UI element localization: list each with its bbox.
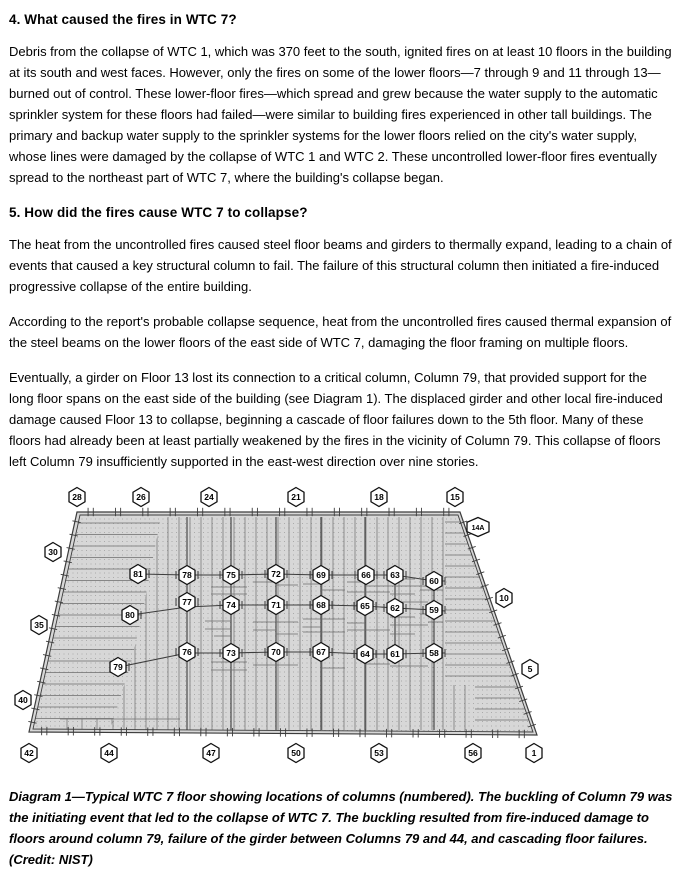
svg-text:70: 70: [271, 647, 281, 658]
column-badge-15: [447, 488, 463, 507]
column-badge-44: [101, 744, 117, 763]
svg-text:56: 56: [468, 748, 478, 759]
column-badge-62: [387, 599, 403, 618]
diagram-caption: Diagram 1—Typical WTC 7 floor showing locations of columns (numbered). The buckling of Column 79 was the initiating event that led to the collapse of WTC 7. The buckling resulted from fire-induced damage to floors around column 79, failure of the girder between Columns 79 and 44, and cascading floor failures. (Credit: NIST): [9, 789, 673, 867]
svg-text:59: 59: [429, 605, 439, 616]
column-badge-79: [110, 658, 126, 677]
svg-text:26: 26: [136, 492, 146, 503]
svg-text:44: 44: [104, 748, 114, 759]
column-badge-78: [179, 566, 195, 585]
svg-text:15: 15: [450, 492, 460, 503]
column-badge-65: [357, 597, 373, 616]
column-badge-53: [371, 744, 387, 763]
column-badge-30: [45, 543, 61, 562]
column-badge-58: [426, 644, 442, 663]
column-badge-60: [426, 572, 442, 591]
floor-plan-diagram: [9, 486, 569, 766]
answer-5-paragraph-1: The heat from the uncontrolled fires caused steel floor beams and girders to thermally expand, leading to a chain of events that caused a key structural column to fail. The failure of this structural column then initiated a fire-induced progressive collapse of the entire building.: [9, 237, 672, 294]
svg-text:73: 73: [226, 648, 236, 659]
answer-4-paragraph: Debris from the collapse of WTC 1, which was 370 feet to the south, ignited fires on at least 10 floors in the building at its south and west faces. However, only the fires on some of the lower floors—7 through 9 and 11 through 13—burned out of control. These lower-floor fires—which spread and grew because the water supply to the automatic sprinkler system for these floors had failed—were similar to building fires experienced in other tall buildings. The primary and backup water supply to the sprinkler systems for the lower floors relied on the city's water supply, whose lines were damaged by the collapse of WTC 1 and WTC 2. These uncontrolled lower-floor fires eventually spread to the northeast part of WTC 7, where the building's collapse began.: [9, 44, 672, 185]
column-badge-59: [426, 601, 442, 620]
column-badge-47: [203, 744, 219, 763]
column-badge-67: [313, 643, 329, 662]
answer-5-paragraph-2: According to the report's probable collapse sequence, heat from the uncontrolled fires caused thermal expansion of the steel beams on the lower floors of the east side of WTC 7, damaging the floor framing on multiple floors.: [9, 314, 672, 350]
svg-text:76: 76: [182, 647, 192, 658]
column-badge-42: [21, 744, 37, 763]
svg-text:1: 1: [531, 748, 537, 759]
svg-text:30: 30: [48, 547, 58, 558]
column-badge-72: [268, 565, 284, 584]
svg-text:5: 5: [527, 664, 533, 675]
svg-text:61: 61: [390, 649, 400, 660]
svg-text:40: 40: [18, 695, 28, 706]
column-badge-14A: [467, 518, 489, 537]
column-badge-26: [133, 488, 149, 507]
column-badge-28: [69, 488, 85, 507]
svg-text:47: 47: [206, 748, 216, 759]
question-5-heading: 5. How did the fires cause WTC 7 to collapse?: [9, 205, 308, 220]
svg-text:72: 72: [271, 569, 281, 580]
svg-text:18: 18: [374, 492, 384, 503]
svg-text:42: 42: [24, 748, 34, 759]
svg-text:50: 50: [291, 748, 301, 759]
column-badge-5: [522, 660, 538, 679]
column-badge-68: [313, 596, 329, 615]
column-badge-50: [288, 744, 304, 763]
column-badge-66: [358, 566, 374, 585]
column-badge-81: [130, 565, 146, 584]
svg-text:69: 69: [316, 570, 326, 581]
svg-text:24: 24: [204, 492, 214, 503]
column-badge-76: [179, 643, 195, 662]
column-badge-56: [465, 744, 481, 763]
svg-text:65: 65: [360, 601, 370, 612]
column-badge-70: [268, 643, 284, 662]
column-badge-64: [357, 645, 373, 664]
svg-text:67: 67: [316, 647, 326, 658]
svg-text:78: 78: [182, 570, 192, 581]
column-badge-71: [268, 596, 284, 615]
svg-text:63: 63: [390, 570, 400, 581]
column-badge-18: [371, 488, 387, 507]
svg-text:58: 58: [429, 648, 439, 659]
svg-text:75: 75: [226, 570, 236, 581]
svg-text:68: 68: [316, 600, 326, 611]
svg-text:35: 35: [34, 620, 44, 631]
svg-text:64: 64: [360, 649, 370, 660]
svg-text:28: 28: [72, 492, 82, 503]
column-badge-61: [387, 645, 403, 664]
column-badge-80: [122, 606, 138, 625]
question-4-heading: 4. What caused the fires in WTC 7?: [9, 12, 237, 27]
diagram-figure: [9, 486, 673, 766]
column-badge-21: [288, 488, 304, 507]
svg-text:53: 53: [374, 748, 384, 759]
column-badge-10: [496, 589, 512, 608]
svg-text:60: 60: [429, 576, 439, 587]
column-badge-40: [15, 691, 31, 710]
svg-text:80: 80: [125, 610, 135, 621]
column-badge-24: [201, 488, 217, 507]
column-badge-74: [223, 596, 239, 615]
svg-text:62: 62: [390, 603, 400, 614]
column-badge-73: [223, 644, 239, 663]
column-badge-35: [31, 616, 47, 635]
column-badge-77: [179, 593, 195, 612]
svg-text:21: 21: [291, 492, 301, 503]
svg-text:71: 71: [271, 600, 281, 611]
svg-text:79: 79: [113, 662, 123, 673]
column-badge-63: [387, 566, 403, 585]
svg-text:77: 77: [182, 597, 192, 608]
column-badge-75: [223, 566, 239, 585]
svg-text:81: 81: [133, 569, 143, 580]
answer-5-paragraph-3: Eventually, a girder on Floor 13 lost its connection to a critical column, Column 79, that provided support for the long floor spans on the east side of the building (see Diagram 1). The displaced girder and other local fire-induced damage caused Floor 13 to collapse, beginning a cascade of floor failures down to the 5th floor. Many of these floors had already been at least partially weakened by the fires in the vicinity of Column 79. This collapse of floors left Column 79 insufficiently supported in the east-west direction over nine stories.: [9, 370, 663, 469]
column-badge-69: [313, 566, 329, 585]
svg-text:74: 74: [226, 600, 236, 611]
svg-text:10: 10: [499, 593, 509, 604]
svg-text:14A: 14A: [471, 525, 485, 533]
svg-text:66: 66: [361, 570, 371, 581]
column-badge-1: [526, 744, 542, 763]
